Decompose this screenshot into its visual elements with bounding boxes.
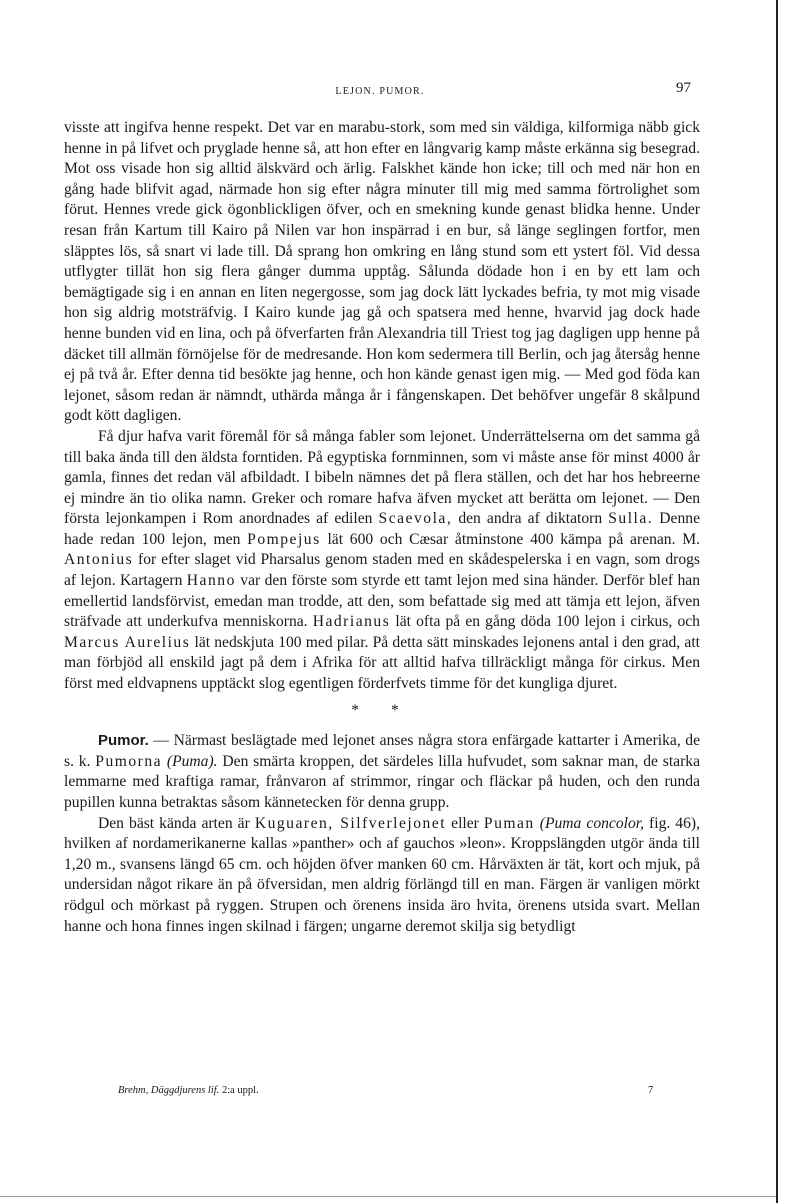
text-run: var den förste som styrde ett tamt lejon med sina händer. Derför blef han emellertid landsförvist, emedan man trodde, att den, som befattade sig med att tämja ett lejon, äfven sträfvade att underkufva menniskorna. xyxy=(64,572,700,631)
latin-name: (Puma concolor, xyxy=(539,814,644,832)
text-run: — Närmast beslägtade med lejonet anses några stora enfärgade kattarter i Amerika, de s. k. xyxy=(64,732,701,770)
page-edge-rule xyxy=(776,0,778,1203)
person-name: Hanno xyxy=(186,572,236,590)
person-name: Scaevola, xyxy=(378,510,453,528)
person-name: Antonius xyxy=(64,551,134,569)
text-run: fig. 46), hvilken af nordamerikanerne kallas »panther» och af gauchos »leon». Kroppslängden utgör ända till 1,20 m., svansens längd 65 cm. och höjden öfver manken 60 cm. Hårväxten är tät, kort och mjuk, på undersidan något rikare än på öfversidan, men aldrig förlängd till en man. Färgen är vanligen mörkt rödgul och mörkast på ryggen. Strupen och örenens insida äro hvita, örenens utsida svart. Mellan hanne och hona finnes ingen skilnad i färgen; ungarne deremot skilja sig betydligt xyxy=(64,814,700,935)
text-run: Denne hade redan 100 lejon, men xyxy=(64,510,700,548)
taxon-name: Pumorna xyxy=(95,752,163,770)
section-separator: * * xyxy=(351,701,413,719)
text-run: den andra af diktatorn xyxy=(458,510,603,528)
text-run: lät ofta på en gång döda 100 lejon i cirkus, och xyxy=(395,613,700,631)
paragraph-cougar xyxy=(64,814,700,938)
paragraph-lion-anecdote: visste att ingifva henne respekt. Det var en marabu-stork, som med sin väldiga, kilformiga näbb gick henne in på lifvet och pryglade henne så, att hon efter en långvarig kamp måste erkänna sig besegrad. Mot oss visade hon sig alltid älskvärd och ärlig. Falskhet kände hon icke; till och med när hon en gång hade blifvit agad, närmade hon sig efter några minuter till mig med samma förtrolighet som förut. Hennes vrede gick ögonblickligen öfver, och en smekning kunde genast blidka henne. Under resan från Kartum till Kairo på Nilen var hon inspärrad i en bur, så länge seglingen fortfor, men släpptes lös, så snart vi lade till. Då sprang hon omkring en lång stund som ett ystert föl. Vid dessa utflygter tillät hon sig flera gånger dumma upptåg. Sålunda dödade hon i en by ett lam och bemägtigade sig i en annan en liten negergosse, som jag dock lätt lyckades befria, ty mot mig visade hon sig aldrig motsträfvig. I Kairo kunde jag gå och spatsera med henne, hvarvid jag dock hade henne bunden vid en lina, och på öfverfarten från Alexandria till Triest tog jag dagligen upp henne på däcket till allmän förnöjelse för de medresande. Hon kom sedermera till Berlin, och jag återsåg henne ej på två år. Efter denna tid besökte jag henne, och hon kände genast igen mig. — Med god föda kan lejonet, såsom redan är nämndt, uthärda många år i fångenskapen. Det behöfver ungefär 8 skålpund godt kött dagligen. xyxy=(64,119,700,425)
paragraph-pumas-intro xyxy=(64,731,700,813)
page-footer xyxy=(118,1085,658,1096)
person-name: Sulla. xyxy=(608,510,654,528)
common-names: Kuguaren, Silfverlejonet xyxy=(254,814,447,832)
text-run: Den smärta kroppen, det särdeles lilla hufvudet, som saknar man, de starka lemmarne med kraftiga ramar, frånvaron af strimmor, ringar och fläckar på huden, och den runda pupillen kunna betraktas såsom kännetecken för denna grupp. xyxy=(64,752,701,811)
text-run: lät nedskjuta 100 med pilar. På detta sätt minskades lejonens antal i den grad, att man förbjöd all enskild jagt på dem i Afrika för att alltid hafva tillräckligt många för cirkus. Men först med eldvapnens upptäckt slog egentligen förderfvets timme för det kungliga djuret. xyxy=(64,633,700,693)
sheet-signature: 7 xyxy=(648,1085,654,1096)
common-name: Puman xyxy=(483,814,535,832)
page-bottom-rule xyxy=(0,1196,776,1197)
text-run: Få djur hafva varit föremål för så många fabler som lejonet. Underrättelserna om det samma gå till baka ända till den äldsta forntiden. På egyptiska fornminnen, som vi måste anse för minst 4000 år gamla, finnes det redan väl afbildadt. I bibeln nämnes det på flera ställen, och det har hos hebreerne ej mindre än tio olika namn. Greker och romare hafva äfven mycket att berätta om lejonet. — Den första lejonkampen i Rom anordnades af edilen xyxy=(64,427,700,528)
page-number: 97 xyxy=(676,80,691,96)
text-run: Den bäst kända arten är xyxy=(98,814,250,832)
running-head: LEJON. PUMOR. xyxy=(335,86,425,97)
person-name: Hadrianus xyxy=(312,613,391,631)
paragraph-lion-history xyxy=(64,427,700,695)
footer-author: Brehm, xyxy=(118,1085,149,1096)
page-body xyxy=(64,118,700,937)
text-run: for efter slaget vid Pharsalus genom staden med en skådespelerska i en vagn, som drogs af lejon. Kartagern xyxy=(64,551,700,590)
text-run: lät 600 och Cæsar åtminstone 400 kämpa på arenan. M. xyxy=(327,530,700,548)
footer-edition: 2:a uppl. xyxy=(221,1085,259,1096)
latin-name: (Puma). xyxy=(166,752,218,770)
text-run: eller xyxy=(451,814,479,832)
person-name: Marcus Aurelius xyxy=(64,633,191,651)
person-name: Pompejus xyxy=(247,530,321,548)
footer-title: Däggdjurens lif. xyxy=(150,1085,220,1096)
section-heading: Pumor. xyxy=(98,732,149,750)
